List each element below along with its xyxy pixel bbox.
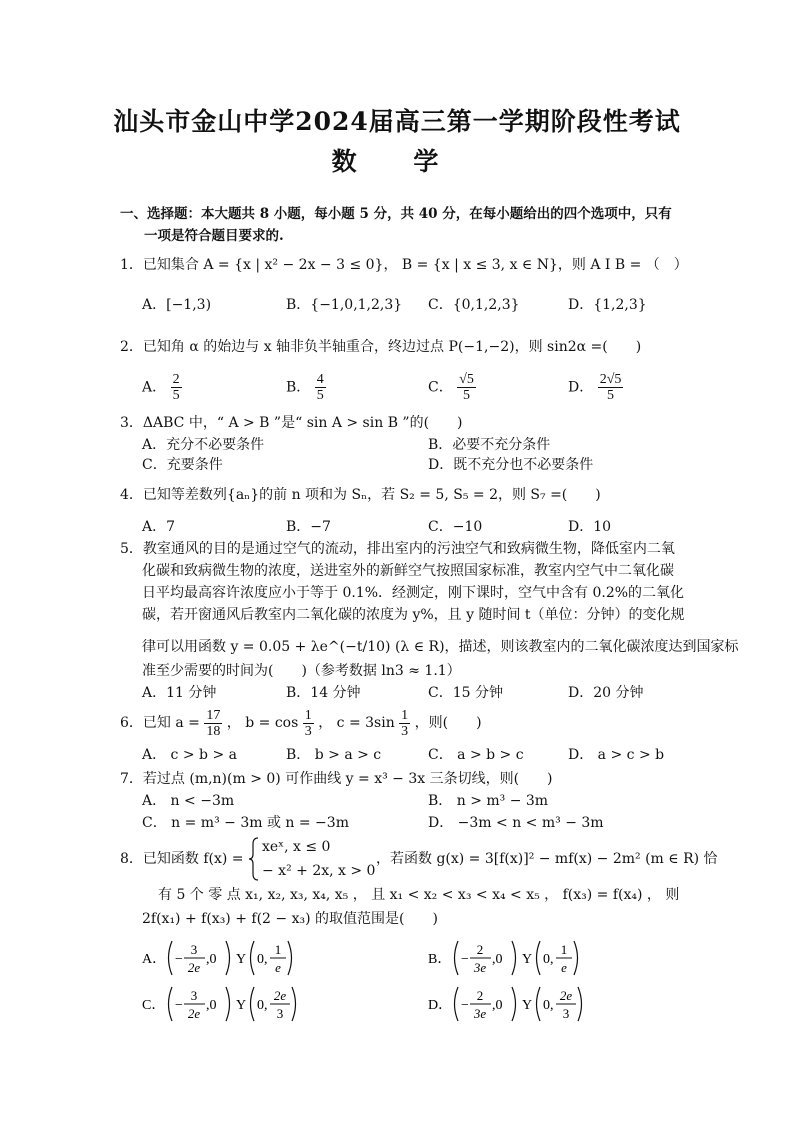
q8-line3: 2f(x₁) + f(x₃) + f(2 − x₃) 的取值范围是( ) xyxy=(142,911,438,927)
q8-option-c xyxy=(142,984,372,1029)
q5-line3: 日平均最高容许浓度应小于等于 0.1%．经测定，刚下课时，空气中含有 0.2%的二氧化 xyxy=(142,585,685,601)
exam-title: 汕头市金山中学2024届高三第一学期阶段性考试 xyxy=(113,107,681,136)
q8-c-paren2-open xyxy=(251,987,255,1021)
q2-c-den: 5 xyxy=(463,388,471,403)
q2-d-den: 5 xyxy=(607,388,615,403)
q8-a-join: ,0 xyxy=(206,952,217,967)
section-heading-line1: 一、选择题：本大题共 8 小题，每小题 5 分，共 40 分，在每小题给出的四个选项中，只有 xyxy=(120,206,672,222)
q8-a-paren2-close xyxy=(288,941,292,975)
q2-a-den: 5 xyxy=(172,388,180,403)
q8-a-minus: − xyxy=(175,952,183,967)
q6-b-fraction xyxy=(303,708,314,739)
q6-stem-suffix: ，则( ) xyxy=(414,715,482,731)
q2-a-num: 2 xyxy=(172,372,180,387)
q8-case2: − x² + 2x, x > 0 xyxy=(262,863,376,879)
q8-c-paren-open xyxy=(169,987,173,1021)
q8-c-paren-close xyxy=(226,987,230,1021)
q8-prefix: 8．已知函数 f(x) = xyxy=(120,851,244,867)
q5-line2: 化碳和致病微生物的浓度，送进室外的新鲜空气按照国家标准，教室内空气中二氧化碳 xyxy=(142,563,674,579)
q6-stem-prefix: 6．已知 a = xyxy=(120,715,200,731)
q2-b-den: 5 xyxy=(316,388,324,403)
q8-line2: 有 5 个 零 点 x₁, x₂, x₃, x₄, x₅ ， 且 x₁ < x₂ < x₃ < x₄ < x₅ ， f(x₃) = f(x₄) ， 则 xyxy=(158,887,680,903)
q2-stem: 2．已知角 α 的始边与 x 轴非负半轴重合，终边过点 P(−1,−2)，则 sin2α =( ) xyxy=(120,339,642,355)
q8-d-r-num: 2e xyxy=(559,988,573,1003)
q8-a-r-num: 1 xyxy=(274,942,282,957)
q8-c-r-num: 2e xyxy=(273,988,287,1003)
q6-option-b: B． b > a > c xyxy=(286,747,382,763)
q3-option-a: A．充分不必要条件 xyxy=(142,437,265,453)
q2-option-b xyxy=(286,372,326,403)
q8-c-union: Y xyxy=(236,998,247,1013)
q6-stem-mid2: ， c = 3sin xyxy=(318,715,395,731)
q7-option-c: C． n = m³ − 3m 或 n = −3m xyxy=(142,815,349,831)
q2-d-num: 2√5 xyxy=(599,372,622,387)
q8-a-right-zero: 0, xyxy=(257,952,268,967)
section-heading xyxy=(120,203,680,247)
q2-option-c xyxy=(428,372,476,403)
q8-d-paren2-close xyxy=(578,987,582,1021)
q6-a-num: 17 xyxy=(206,707,221,723)
q8-c-r-den: 3 xyxy=(276,1006,284,1021)
q8-b-l-den: 3e xyxy=(473,960,487,975)
q8-b-right-zero: 0, xyxy=(543,952,554,967)
q5-line4: 碳，若开窗通风后教室内二氧化碳的浓度为 y%，且 y 随时间 t（单位：分钟）的变化规 xyxy=(142,607,685,623)
q1-option-b: B．{−1,0,1,2,3} xyxy=(286,297,403,313)
q3-option-d: D．既不充分也不必要条件 xyxy=(428,457,594,473)
q8-b-join: ,0 xyxy=(492,952,503,967)
q2-c-num: √5 xyxy=(459,372,474,387)
q2-option-a xyxy=(142,372,182,403)
q2-option-d xyxy=(568,372,623,403)
q3-option-b: B．必要不充分条件 xyxy=(428,437,551,453)
q6-stem xyxy=(120,706,482,740)
q8-d-paren-close xyxy=(512,987,516,1021)
q8-b-union: Y xyxy=(522,952,533,967)
q5-line6: 准至少需要的时间为( )（参考数据 ln3 ≈ 1.1） xyxy=(142,663,461,679)
q8-a-label: A． xyxy=(142,952,167,967)
q8-b-label: B． xyxy=(428,952,452,967)
q1-option-d: D．{1,2,3} xyxy=(568,297,647,313)
q8-d-paren2-open xyxy=(537,987,541,1021)
q8-case1: xeˣ, x ≤ 0 xyxy=(262,839,331,855)
q6-a-den: 18 xyxy=(206,723,221,739)
q4-option-c: C．−10 xyxy=(428,519,483,535)
q2-option-d-label: D． xyxy=(568,379,594,396)
q7-option-d: D． −3m < n < m³ − 3m xyxy=(428,815,604,831)
q4-option-a: A．7 xyxy=(142,519,176,535)
q7-option-b: B． n > m³ − 3m xyxy=(428,793,549,809)
brace-icon xyxy=(248,836,260,882)
q2-option-c-fraction xyxy=(457,372,476,403)
q6-option-d: D． a > c > b xyxy=(568,747,665,763)
q8-b-r-den: e xyxy=(561,960,567,975)
q1-option-a: A．[−1,3) xyxy=(142,297,212,313)
q8-a-l-num: 3 xyxy=(190,942,198,957)
q2-option-b-fraction xyxy=(315,372,326,403)
q8-c-paren2-close xyxy=(292,987,296,1021)
q6-stem-mid1: ， b = cos xyxy=(226,715,299,731)
q8-option-a-expr xyxy=(142,938,372,978)
q8-a-r-den: e xyxy=(275,960,281,975)
q2-option-c-label: C． xyxy=(428,379,453,396)
q3-stem: 3．ΔABC 中，“ A > B ”是“ sin A > sin B ”的( ) xyxy=(120,415,463,431)
q8-b-paren2-open xyxy=(537,941,541,975)
q6-b-num: 1 xyxy=(304,707,312,723)
q1-option-c: C．{0,1,2,3} xyxy=(428,297,520,313)
q8-d-paren-open xyxy=(455,987,459,1021)
q6-c-num: 1 xyxy=(401,707,409,723)
q2-option-a-fraction xyxy=(171,372,182,403)
q4-option-d: D．10 xyxy=(568,519,612,535)
q1-stem: 1．已知集合 A = {x | x² − 2x − 3 ≤ 0}， B = {x | x ≤ 3, x ∈ N}，则 A I B = （ ） xyxy=(120,257,688,273)
q7-option-a: A． n < −3m xyxy=(142,793,235,809)
q5-line5: 律可以用函数 y = 0.05 + λe^(−t/10) (λ ∈ R)，描述，则该教室内的二氧化碳浓度达到国家标 xyxy=(142,639,739,655)
q5-option-c: C．15 分钟 xyxy=(428,685,503,701)
q8-d-right-zero: 0, xyxy=(543,998,554,1013)
q8-c-join: ,0 xyxy=(206,998,217,1013)
q2-option-a-label: A． xyxy=(142,379,167,396)
q8-d-union: Y xyxy=(522,998,533,1013)
q8-d-label: D． xyxy=(428,998,453,1013)
q8-c-minus: − xyxy=(175,998,183,1013)
q8-option-b-expr xyxy=(428,938,658,978)
q8-option-b xyxy=(428,938,658,983)
q6-b-den: 3 xyxy=(304,723,312,739)
q8-c-l-den: 2e xyxy=(187,1006,201,1021)
q2-b-num: 4 xyxy=(316,372,324,387)
q8-option-d xyxy=(428,984,658,1029)
q8-b-paren2-close xyxy=(574,941,578,975)
q6-option-c: C． a > b > c xyxy=(428,747,524,763)
q2-option-b-label: B． xyxy=(286,379,311,396)
q4-option-b: B．−7 xyxy=(286,519,331,535)
q8-d-join: ,0 xyxy=(492,998,503,1013)
q8-b-paren-close xyxy=(512,941,516,975)
q8-d-l-num: 2 xyxy=(476,988,484,1003)
q5-option-b: B．14 分钟 xyxy=(286,685,361,701)
q8-b-r-num: 1 xyxy=(560,942,568,957)
q8-d-l-den: 3e xyxy=(473,1006,487,1021)
q8-option-d-expr xyxy=(428,984,658,1024)
section-heading-line2: 一项是符合题目要求的. xyxy=(144,228,284,244)
q5-line1: 5．教室通风的目的是通过空气的流动，排出室内的污浊空气和致病微生物，降低室内二氧 xyxy=(120,541,675,557)
q5-option-a: A．11 分钟 xyxy=(142,685,217,701)
q8-a-paren-close xyxy=(226,941,230,975)
q5-option-d: D．20 分钟 xyxy=(568,685,644,701)
q6-option-a: A． c > b > a xyxy=(142,747,237,763)
q3-option-c: C．充要条件 xyxy=(142,457,223,473)
q8-d-minus: − xyxy=(461,998,469,1013)
q6-a-fraction xyxy=(204,708,222,739)
q8-b-minus: − xyxy=(461,952,469,967)
q8-suffix: ，若函数 g(x) = 3[f(x)]² − mf(x) − 2m² (m ∈ R) 恰 xyxy=(376,851,718,867)
q6-c-den: 3 xyxy=(401,723,409,739)
q8-a-paren2-open xyxy=(251,941,255,975)
exam-subject: 数 学 xyxy=(331,147,463,176)
q8-c-right-zero: 0, xyxy=(257,998,268,1013)
q6-c-fraction xyxy=(399,708,410,739)
q4-stem: 4．已知等差数列{aₙ}的前 n 项和为 Sₙ，若 S₂ = 5, S₅ = 2，则 S₇ =( ) xyxy=(120,487,601,503)
q8-b-paren-open xyxy=(455,941,459,975)
q8-c-l-num: 3 xyxy=(190,988,198,1003)
q8-a-l-den: 2e xyxy=(187,960,201,975)
q8-a-paren-open xyxy=(169,941,173,975)
q8-a-union: Y xyxy=(236,952,247,967)
q8-d-r-den: 3 xyxy=(562,1006,570,1021)
q2-option-d-fraction xyxy=(598,372,624,403)
q8-option-a xyxy=(142,938,372,983)
q8-c-label: C． xyxy=(142,998,166,1013)
q7-stem: 7．若过点 (m,n)(m > 0) 可作曲线 y = x³ − 3x 三条切线，则( ) xyxy=(120,771,553,787)
q8-option-c-expr xyxy=(142,984,372,1024)
q8-b-l-num: 2 xyxy=(476,942,484,957)
